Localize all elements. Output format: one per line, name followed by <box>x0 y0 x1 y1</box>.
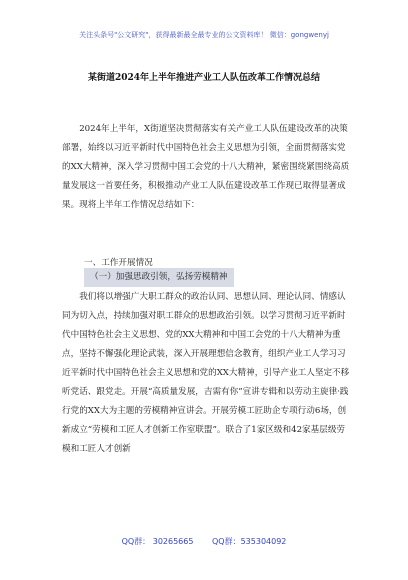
document-title: 某街道2024年上半年推进产业工人队伍改革工作情况总结 <box>87 73 321 83</box>
body-paragraph: 我们将以增强广大职工群众的政治认同、思想认同、理论认同、情感认同为切入点，持续加强对职工群众的思想政治引领。以学习贯彻习近平新时代中国特色社会主义思想、党的XX大精神和中国工会党的十八大精神为重点，坚持不懈强化理论武装，深入开展理想信念教育，组织产业工人学习习近平新时代中国特色社会主义思想和党的XX大精神，引导产业工人坚定不移听党话、跟党走。开展“高质量发展，吉需有你”宣讲专辑和以劳动主旋律·践行党的XX大为主题的劳模精神宣讲会。开展劳模工匠助企专项行动6场，创新成立“劳模和工匠人才创新工作室联盟”。联合了1家区级和42家基层级劳模和工匠人才创新 <box>62 292 350 454</box>
footer-qq-group-1: QQ群： 30265665 <box>121 537 194 546</box>
subsection-heading: （一）加强思政引领，弘扬劳模精神 <box>84 268 234 287</box>
footer-qq-groups <box>0 536 408 547</box>
section-heading: 一、工作开展情况 <box>84 258 153 268</box>
intro-paragraph: 2024年上半年，X街道坚决贯彻落实有关产业工人队伍建设改革的决策部署，始终以习近平新时代中国特色社会主义思想为引领，全面贯彻落实党的XX大精神，深入学习贯彻中国工会党的十八大精神，紧密围绕紧围绕高质量发展这一首要任务，积极推动产业工人队伍建设改革工作现已取得显著成果。现将上半年工作情况总结如下： <box>62 124 350 210</box>
footer-qq-group-2: QQ群：535304092 <box>212 537 287 546</box>
header-promo-note: 关注头条号"公文研究"，获得最新最全最专业的公文资料库！ 微信：gongwenyj <box>79 31 329 39</box>
